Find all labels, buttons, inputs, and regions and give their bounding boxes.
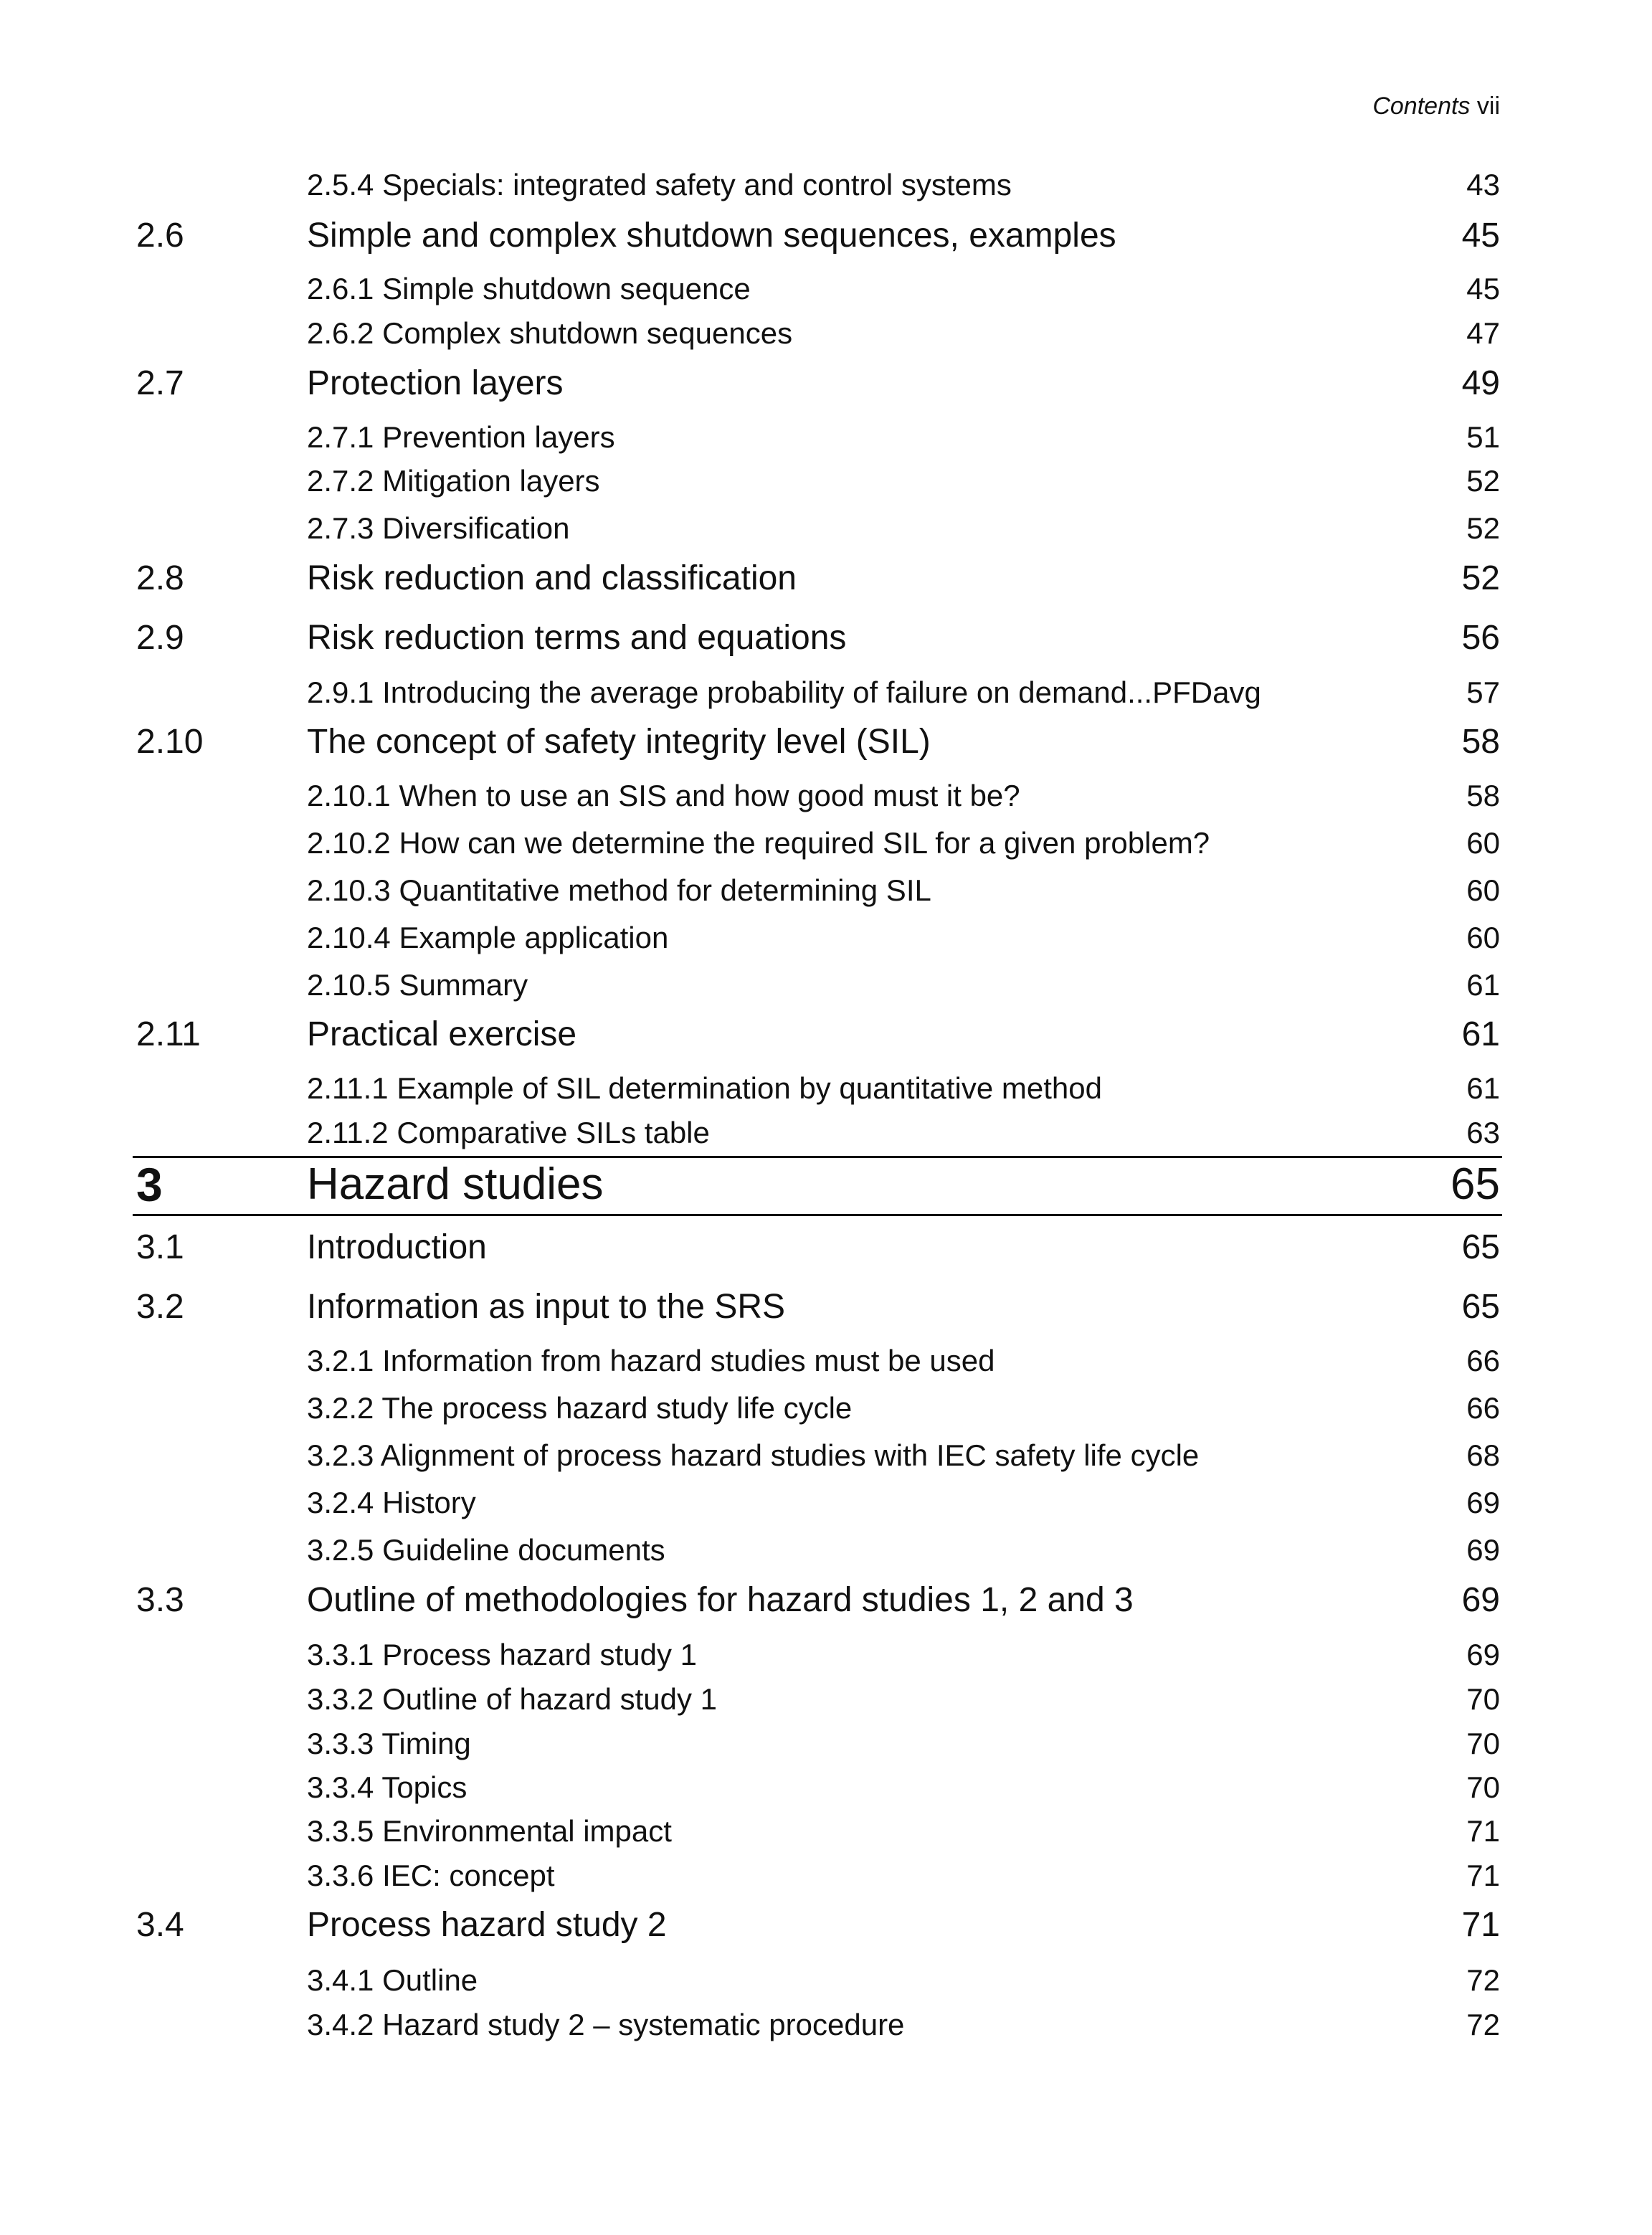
toc-entry-title: 3.3.4 Topics [307,1770,467,1804]
toc-entry-page: 71 [1466,1814,1500,1848]
toc-entry-title: 3.4.1 Outline [307,1963,478,1997]
toc-entry-page: 52 [1461,559,1500,597]
toc-entry-page: 60 [1466,826,1500,860]
toc-entry-title: 2.6.1 Simple shutdown sequence [307,272,751,305]
toc-entry-page: 70 [1466,1682,1500,1716]
toc-entry-page: 57 [1466,675,1500,709]
running-head-label: Contents [1372,92,1471,120]
toc-entry-page: 70 [1466,1727,1500,1760]
toc-entry[interactable] [0,159,1652,202]
toc-entry-title: 2.10.3 Quantitative method for determining SIL [307,873,931,907]
toc-entry[interactable] [0,1335,1652,1378]
toc-entry-title: 3.3.5 Environmental impact [307,1814,672,1848]
toc-entry-title: Risk reduction terms and equations [307,619,847,657]
toc-entry-page: 61 [1461,1015,1500,1053]
toc-entry[interactable] [0,1063,1652,1106]
toc-entry[interactable] [0,213,1652,256]
running-head-page: vii [1476,92,1500,120]
toc-entry-page: 65 [1451,1159,1500,1209]
toc-entry-page: 63 [1466,1116,1500,1149]
toc-entry-title: 3.4.2 Hazard study 2 – systematic procedure [307,2008,905,2041]
toc-entry[interactable] [0,1629,1652,1672]
toc-entry[interactable] [0,959,1652,1002]
toc-entry[interactable] [0,1805,1652,1849]
toc-chapter-entry[interactable] [0,1159,1652,1210]
toc-entry-number: 3.3 [136,1581,184,1619]
chapter-rule-bottom [133,1214,1502,1216]
toc-entry[interactable] [0,719,1652,762]
toc-entry-page: 51 [1466,420,1500,454]
toc-entry-page: 70 [1466,1770,1500,1804]
toc-entry-title: 3.3.1 Process hazard study 1 [307,1638,697,1671]
toc-entry[interactable] [0,865,1652,908]
toc-entry-number: 2.9 [136,619,184,657]
toc-entry-number: 2.8 [136,559,184,597]
toc-entry[interactable] [0,1284,1652,1327]
toc-entry-title: 3.3.2 Outline of hazard study 1 [307,1682,718,1716]
toc-entry-page: 69 [1466,1638,1500,1671]
toc-entry-number: 2.7 [136,364,184,402]
toc-entry-page: 68 [1466,1438,1500,1472]
toc-entry[interactable] [0,308,1652,351]
toc-entry-page: 61 [1466,1071,1500,1105]
toc-entry-title: 2.10.5 Summary [307,968,528,1002]
toc-entry[interactable] [0,1477,1652,1520]
toc-entry-page: 43 [1466,168,1500,201]
toc-entry-title: Introduction [307,1228,487,1266]
toc-entry-page: 60 [1466,921,1500,954]
toc-entry-title: 2.7.1 Prevention layers [307,420,615,454]
toc-entry[interactable] [0,455,1652,498]
toc-entry-title: Information as input to the SRS [307,1288,786,1326]
toc-entry[interactable] [0,1902,1652,1945]
toc-entry[interactable] [0,912,1652,955]
toc-entry-title: Simple and complex shutdown sequences, examples [307,217,1116,255]
chapter-rule-top [133,1156,1502,1158]
toc-entry-page: 58 [1466,779,1500,812]
toc-entry[interactable] [0,1674,1652,1717]
toc-entry-page: 71 [1461,1906,1500,1944]
toc-entry[interactable] [0,412,1652,455]
toc-entry-title: Outline of methodologies for hazard studies 1, 2 and 3 [307,1581,1134,1619]
toc-entry-number: 2.6 [136,217,184,255]
toc-entry[interactable] [0,503,1652,546]
toc-entry[interactable] [0,361,1652,404]
toc-entry-page: 45 [1466,272,1500,305]
toc-entry-page: 52 [1466,464,1500,498]
toc-entry-page: 65 [1461,1288,1500,1326]
toc-entry-page: 69 [1466,1533,1500,1567]
toc-entry[interactable] [0,1524,1652,1567]
toc-entry-title: 2.5.4 Specials: integrated safety and control systems [307,168,1012,201]
toc-entry-title: Protection layers [307,364,564,402]
toc-entry[interactable] [0,1577,1652,1621]
toc-entry-page: 47 [1466,316,1500,350]
toc-entry-page: 66 [1466,1344,1500,1377]
toc-entry-page: 49 [1461,364,1500,402]
toc-entry-title: 3.2.4 History [307,1486,476,1519]
toc-entry[interactable] [0,1107,1652,1150]
toc-entry-page: 60 [1466,873,1500,907]
toc-entry-page: 61 [1466,968,1500,1002]
toc-entry[interactable] [0,817,1652,860]
toc-entry[interactable] [0,1718,1652,1761]
toc-entry-title: Practical exercise [307,1015,577,1053]
toc-entry-title: Process hazard study 2 [307,1906,667,1944]
toc-entry-page: 71 [1466,1859,1500,1892]
toc-entry[interactable] [0,1382,1652,1425]
toc-entry-title: 2.11.2 Comparative SILs table [307,1116,710,1149]
toc-entry-title: 3.2.5 Guideline documents [307,1533,665,1567]
toc-entry-title: 2.10.4 Example application [307,921,669,954]
toc-entry-title: 3.2.1 Information from hazard studies must be used [307,1344,995,1377]
toc-entry-page: 52 [1466,511,1500,545]
toc-entry-title: The concept of safety integrity level (SIL) [307,723,931,761]
toc-entry-title: 2.9.1 Introducing the average probability of failure on demand...PFDavg [307,675,1261,709]
toc-entry[interactable] [0,263,1652,306]
toc-entry-title: 2.6.2 Complex shutdown sequences [307,316,793,350]
toc-entry[interactable] [0,1012,1652,1055]
toc-entry-title: 2.7.2 Mitigation layers [307,464,600,498]
toc-entry[interactable] [0,615,1652,658]
toc-entry[interactable] [0,1999,1652,2042]
toc-entry-title: 3.2.2 The process hazard study life cycle [307,1391,853,1425]
toc-entry[interactable] [0,1762,1652,1805]
toc-entry-title: 3.2.3 Alignment of process hazard studies with IEC safety life cycle [307,1438,1200,1472]
toc-entry-title: 3.3.3 Timing [307,1727,471,1760]
toc-entry-page: 69 [1466,1486,1500,1519]
toc-entry-number: 3.2 [136,1288,184,1326]
toc-entry-number: 2.10 [136,723,204,761]
toc-entry-page: 45 [1461,217,1500,255]
toc-entry[interactable] [0,1850,1652,1893]
toc-entry-page: 66 [1466,1391,1500,1425]
toc-entry-page: 58 [1461,723,1500,761]
toc-entry-title: 2.10.2 How can we determine the required SIL for a given problem? [307,826,1210,860]
toc-entry-title: 2.11.1 Example of SIL determination by quantitative method [307,1071,1103,1105]
toc-entry[interactable] [0,1430,1652,1473]
toc-entry-number: 3.4 [136,1906,184,1944]
toc-entry-title: Risk reduction and classification [307,559,797,597]
toc-entry-page: 56 [1461,619,1500,657]
toc-entry-page: 69 [1461,1581,1500,1619]
toc-entry-title: 3.3.6 IEC: concept [307,1859,555,1892]
toc-entry[interactable] [0,770,1652,813]
toc-entry-title: 2.10.1 When to use an SIS and how good must it be? [307,779,1020,812]
toc-entry[interactable] [0,1225,1652,1268]
toc-entry-number: 3 [136,1158,163,1211]
toc-entry[interactable] [0,1955,1652,1998]
toc-entry-page: 65 [1461,1228,1500,1266]
toc-entry-title: 2.7.3 Diversification [307,511,570,545]
toc-entry-page: 72 [1466,2008,1500,2041]
toc-entry-number: 3.1 [136,1228,184,1266]
toc-entry[interactable] [0,667,1652,710]
toc-entry-title: Hazard studies [307,1159,604,1209]
toc-entry-page: 72 [1466,1963,1500,1997]
toc-entry-number: 2.11 [136,1015,201,1053]
toc-entry[interactable] [0,556,1652,599]
